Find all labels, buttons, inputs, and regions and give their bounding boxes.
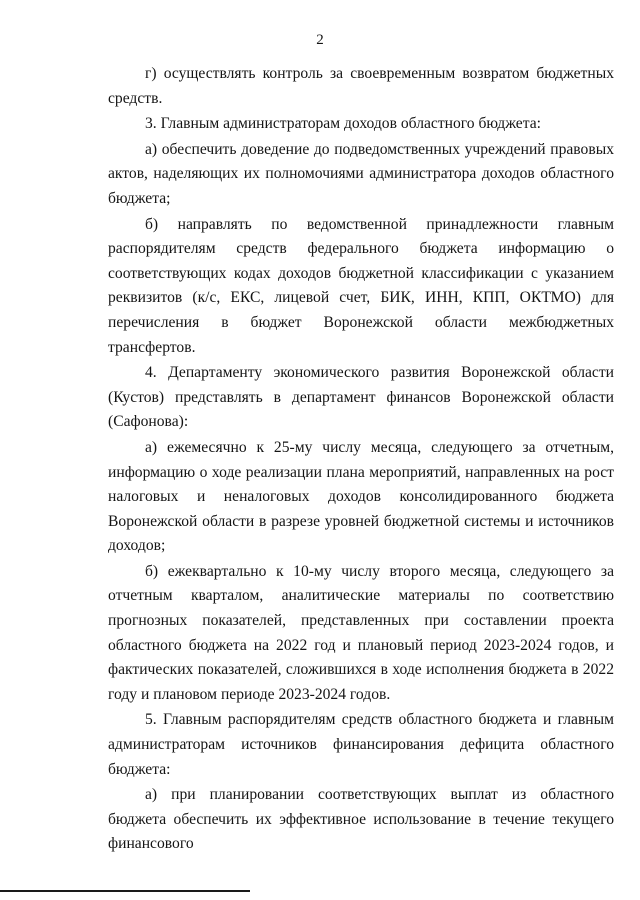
paragraph-section-4-heading: 4. Департаменту экономического развития Воронежской области (Кустов) представлять в департамент финансов Воронежской области (Сафонова):	[108, 364, 614, 431]
paragraph-section-3-heading: 3. Главным администраторам доходов областного бюджета:	[145, 115, 541, 133]
paragraph-section-5-heading: 5. Главным распорядителям средств областного бюджета и главным администраторам источников финансирования дефицита областного бюджета:	[108, 711, 614, 778]
paragraph-section-3-item-a: а) обеспечить доведение до подведомственных учреждений правовых актов, наделяющих их полномочиями администратора доходов областного бюджета;	[108, 140, 614, 207]
paragraph-section-4-item-b: б) ежеквартально к 10-му числу второго месяца, следующего за отчетным кварталом, аналитические материалы по соответствию прогнозных показателей, представленных при составлении проекта областного бюджета на 2022 год и плановый период 2023-2024 годов, и фактических показателей, сложившихся в ходе исполнения бюджета в 2022 году и плановом периоде 2023-2024 годов.	[108, 562, 614, 703]
footer-rule	[0, 890, 250, 892]
page-number: 2	[316, 32, 324, 48]
paragraph-section-3-item-b: б) направлять по ведомственной принадлежности главным распорядителям средств федерального бюджета информацию о соответствующих кодах доходов бюджетной классификации с указанием реквизитов (к/с, ЕКС, лицевой счет, БИК, ИНН, КПП, ОКТМО) для перечисления в бюджет Воронежской области межбюджетных трансфертов.	[108, 215, 614, 356]
paragraph-item-g-control: г) осуществлять контроль за своевременным возвратом бюджетных средств.	[108, 65, 614, 107]
paragraph-section-5-item-a: а) при планировании соответствующих выплат из областного бюджета обеспечить их эффективное использование в течение текущего финансового	[108, 786, 614, 853]
document-body	[108, 62, 614, 857]
paragraph-section-4-item-a: а) ежемесячно к 25-му числу месяца, следующего за отчетным, информацию о ходе реализации плана мероприятий, направленных на рост налоговых и неналоговых доходов консолидированного бюджета Воронежской области в разрезе уровней бюджетной системы и источников доходов;	[108, 438, 614, 555]
